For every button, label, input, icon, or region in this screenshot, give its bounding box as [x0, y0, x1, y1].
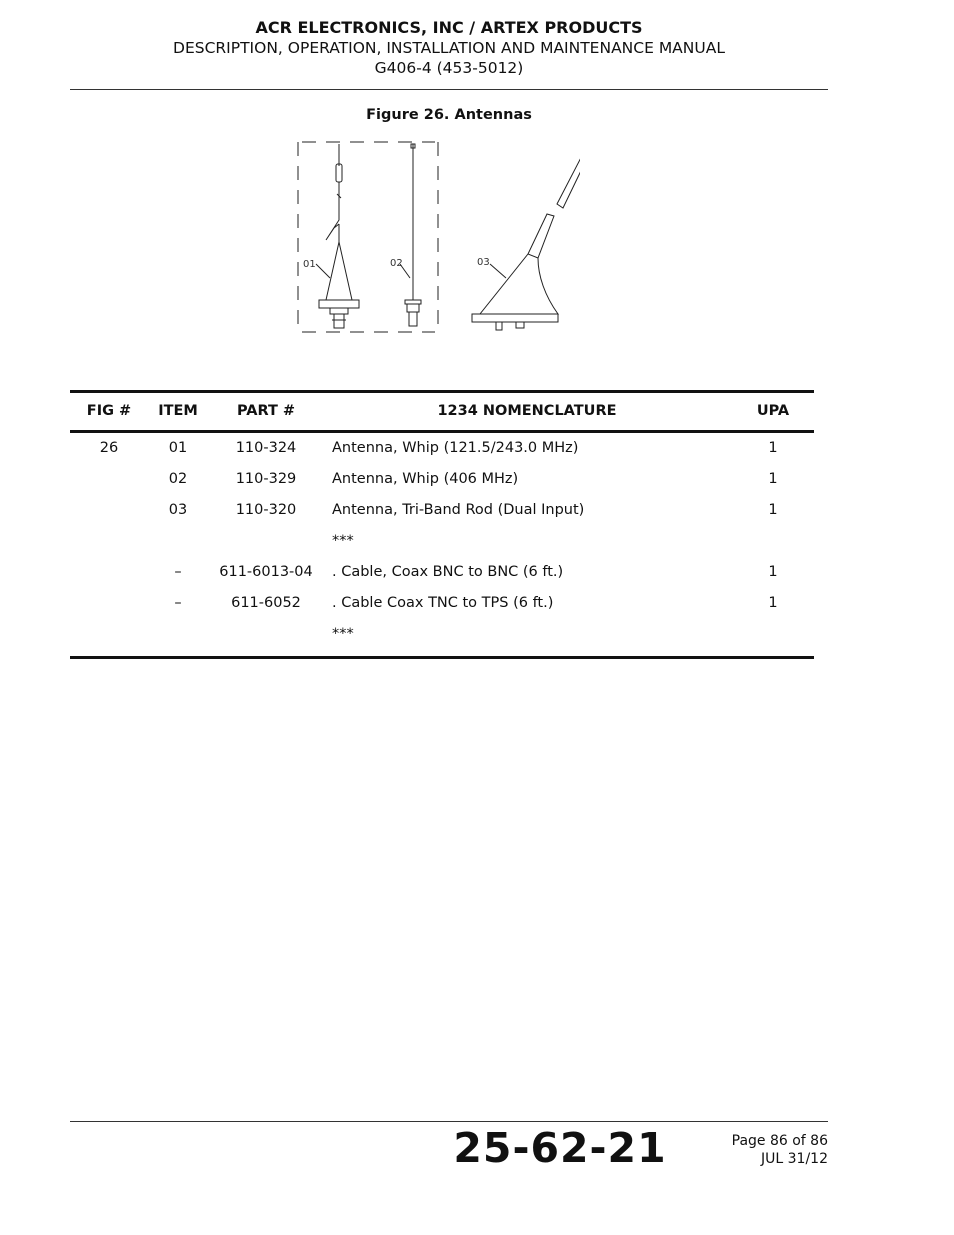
cell-upa: 1: [768, 440, 778, 456]
page-header: [70, 18, 828, 78]
table-body: [70, 433, 814, 650]
cell-upa: 1: [768, 595, 778, 611]
table-row: [70, 588, 814, 619]
cell-fig: 26: [99, 440, 119, 456]
cell-item: 03: [168, 502, 188, 518]
callout-03-leader: [490, 264, 506, 278]
table-row: [70, 433, 814, 464]
revision-date: JUL 31/12: [761, 1151, 828, 1167]
callout-01: 01: [303, 259, 316, 270]
company-name: ACR ELECTRONICS, INC / ARTEX PRODUCTS: [255, 18, 643, 37]
antenna-02-drawing: [405, 144, 421, 326]
cell-part: 611-6052: [231, 595, 301, 611]
antennas-illustration: [290, 136, 580, 340]
cell-nomenclature: Antenna, Whip (406 MHz): [332, 471, 519, 487]
antenna-03-drawing: [472, 144, 580, 330]
parts-list-table: [70, 390, 814, 659]
header-fig: FIG #: [86, 403, 132, 419]
footer-divider: [70, 1121, 828, 1122]
cell-item: 01: [168, 440, 188, 456]
cell-part: 110-324: [235, 440, 297, 456]
cell-nomenclature: ***: [332, 533, 354, 549]
cell-upa: 1: [768, 502, 778, 518]
figure-caption: Figure 26. Antennas: [366, 107, 532, 123]
cell-part: 110-329: [235, 471, 297, 487]
document-number: 25-62-21: [453, 1124, 667, 1172]
header-item: ITEM: [158, 403, 198, 419]
manual-title: DESCRIPTION, OPERATION, INSTALLATION AND MAINTENANCE MANUAL: [173, 39, 725, 57]
cell-part: 611-6013-04: [219, 564, 313, 580]
table-row: [70, 495, 814, 526]
header-upa: UPA: [756, 403, 790, 419]
cell-item: –: [174, 564, 182, 580]
callout-02: 02: [390, 258, 403, 269]
header-divider: [70, 89, 828, 90]
page-info: [660, 1132, 828, 1168]
model-number: G406-4 (453-5012): [374, 59, 524, 77]
table-row: [70, 557, 814, 588]
cell-part: 110-320: [235, 502, 297, 518]
callout-01-leader: [316, 264, 330, 278]
table-row: [70, 526, 814, 557]
antenna-01-drawing: [319, 144, 359, 328]
cell-nomenclature: Antenna, Whip (121.5/243.0 MHz): [332, 440, 579, 456]
page-number: Page 86 of 86: [731, 1133, 828, 1149]
table-row: [70, 464, 814, 495]
cell-nomenclature: . Cable Coax TNC to TPS (6 ft.): [332, 595, 554, 611]
cell-nomenclature: . Cable, Coax BNC to BNC (6 ft.): [332, 564, 564, 580]
cell-upa: 1: [768, 471, 778, 487]
table-row: [70, 619, 814, 650]
header-part: PART #: [236, 403, 296, 419]
cell-upa: 1: [768, 564, 778, 580]
table-bottom-rule: [70, 656, 814, 659]
cell-nomenclature: ***: [332, 626, 354, 642]
header-nomenclature: 1234 NOMENCLATURE: [437, 403, 617, 419]
cell-item: –: [174, 595, 182, 611]
cell-nomenclature: Antenna, Tri-Band Rod (Dual Input): [332, 502, 585, 518]
cell-item: 02: [168, 471, 188, 487]
callout-03: 03: [477, 257, 490, 268]
table-header-row: [70, 393, 814, 430]
